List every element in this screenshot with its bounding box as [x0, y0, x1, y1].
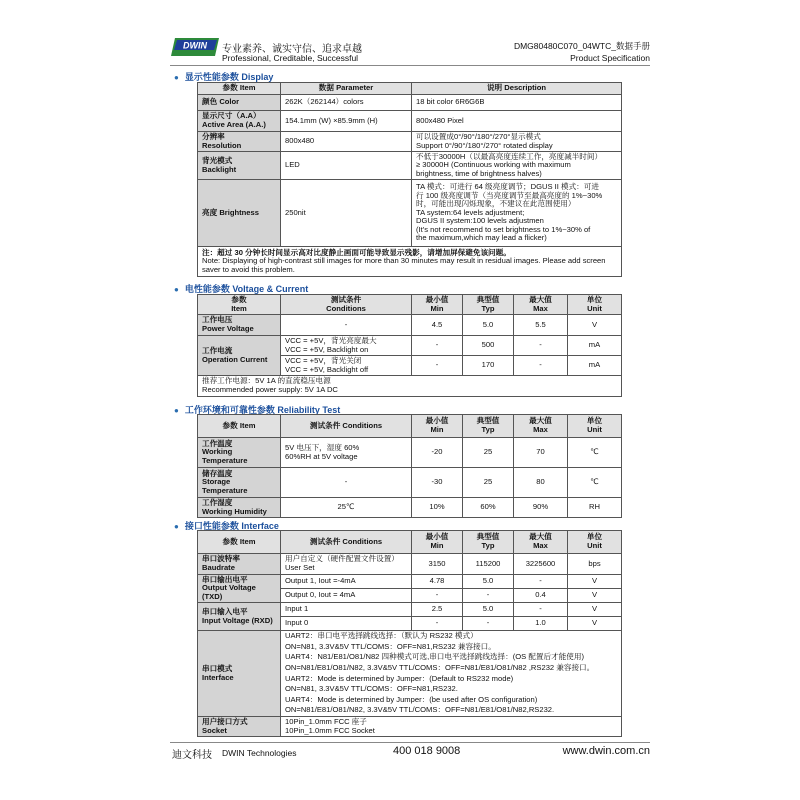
note-row [198, 247, 622, 277]
col-header: 最小值 Min [412, 415, 463, 438]
footer-website: www.dwin.com.cn [562, 745, 650, 757]
description: TA 模式：可进行 64 级亮度调节；DGUS II 模式：可进 行 100 级亮度调节（当亮度调节至最高亮度的 1%~30% 时，可能出现闪烁现象，不建议在此范围使用） TA system:64 levels adjustment; DGUS II system:100 levels adjustmen (It's not recommend to set brightness to 1%~30% of the maximum,which may lead a flicker) [412, 180, 622, 247]
condition: Input 1 [281, 603, 412, 617]
condition: Input 0 [281, 617, 412, 631]
bullet-icon: ● [174, 522, 179, 531]
max-value: 0.4 [514, 589, 568, 603]
col-header: 参数 Item [198, 295, 281, 315]
max-value: 90% [514, 498, 568, 518]
interface-table [197, 530, 622, 737]
row-label: 分辨率 Resolution [198, 132, 281, 152]
bullet-icon: ● [174, 285, 179, 294]
unit: V [568, 575, 622, 589]
param-value: 250nit [281, 180, 412, 247]
note-row [198, 376, 622, 397]
typ-value: 25 [463, 438, 514, 468]
min-value: -20 [412, 438, 463, 468]
row-label: 工作湿度 Working Humidity [198, 498, 281, 518]
condition: VCC = +5V，背光关闭 VCC = +5V, Backlight off [281, 356, 412, 376]
table-row [198, 336, 622, 356]
col-header: 测试条件 Conditions [281, 295, 412, 315]
col-header: 测试条件 Conditions [281, 531, 412, 554]
col-header: 单位 Unit [568, 295, 622, 315]
unit: V [568, 617, 622, 631]
row-label: 串口模式 Interface [198, 631, 281, 717]
col-header: 单位 Unit [568, 531, 622, 554]
table-row [198, 575, 622, 589]
doc-code: DMG80480C070_04WTC_数据手册 [513, 41, 650, 51]
min-value: 4.78 [412, 575, 463, 589]
table-header-row [198, 531, 622, 554]
col-header: 最大值 Max [514, 295, 568, 315]
condition: 用户自定义（硬件配置文件设置） User Set [281, 554, 412, 575]
col-header: 典型值 Typ [463, 531, 514, 554]
voltage-table [197, 294, 622, 397]
display-note: 注：超过 30 分钟长时间显示高对比度静止画面可能导致显示残影，请增加屏保避免该问题。 Note: Displaying of high-contrast still images for more than 30 minutes may result in residual images. Please add screen saver to avoid this problem. [198, 247, 622, 277]
row-label: 工作温度 Working Temperature [198, 438, 281, 468]
max-value: - [514, 356, 568, 376]
unit: RH [568, 498, 622, 518]
table-row [198, 180, 622, 247]
table-row [198, 95, 622, 111]
table-row [198, 717, 622, 737]
col-header: 最大值 Max [514, 415, 568, 438]
row-label: 颜色 Color [198, 95, 281, 111]
max-value: 5.5 [514, 315, 568, 336]
description: 可以设置成0°/90°/180°/270°显示模式 Support 0°/90°/180°/270° rotated display [412, 132, 622, 152]
row-label: 显示尺寸（A.A） Active Area (A.A.) [198, 111, 281, 132]
interface-mode-description: UART2：串口电平选择跳线选择：（默认为 RS232 模式） ON=N81, 3.3V&5V TTL/COMS：OFF=N81,RS232 兼容接口。 UART4：N81/E81/O81/N82 四种模式可选,串口电平选择跳线选择：(OS 配置后才能使用) ON=N81/E81/O81/N82, 3.3V&5V TTL/COMS：OFF=N81/E81/O81/N82 ,RS232 兼容接口。 UART2：Mode is determined by Jumper：(Default to RS232 mode) ON=N81, 3.3V&5V TTL/COMS：OFF=N81,RS232. UART4：Mode is determined by Jumper：(be used after OS configuration) ON=N81/E81/O81/N82, 3.3V&5V TTL/COMS：OFF=N81/E81/O81/N82,RS232. [281, 631, 622, 717]
param-value: 800x480 [281, 132, 412, 152]
unit: ℃ [568, 438, 622, 468]
section-reliability-title: ● 工作环境和可靠性参数 Reliability Test [174, 405, 341, 415]
unit: V [568, 603, 622, 617]
min-value: - [412, 617, 463, 631]
unit: V [568, 589, 622, 603]
min-value: - [412, 356, 463, 376]
row-label: 用户接口方式 Socket [198, 717, 281, 737]
col-header: 最大值 Max [514, 531, 568, 554]
unit: bps [568, 554, 622, 575]
table-row [198, 603, 622, 617]
min-value: 10% [412, 498, 463, 518]
col-header: 参数 Item [198, 415, 281, 438]
condition: - [281, 315, 412, 336]
typ-value: - [463, 617, 514, 631]
col-header: 参数 Item [198, 531, 281, 554]
row-label: 串口波特率 Baudrate [198, 554, 281, 575]
col-header: 最小值 Min [412, 295, 463, 315]
footer-company-en: DWIN Technologies [222, 748, 297, 758]
section-interface-title: ● 接口性能参数 Interface [174, 521, 279, 531]
typ-value: 25 [463, 468, 514, 498]
typ-value: 5.0 [463, 603, 514, 617]
max-value: 80 [514, 468, 568, 498]
condition: - [281, 468, 412, 498]
min-value: -30 [412, 468, 463, 498]
unit: ℃ [568, 468, 622, 498]
param-value: 154.1mm (W) ×85.9mm (H) [281, 111, 412, 132]
description: 800x480 Pixel [412, 111, 622, 132]
bullet-icon: ● [174, 406, 179, 415]
typ-value: 115200 [463, 554, 514, 575]
min-value: 3150 [412, 554, 463, 575]
footer-divider [170, 742, 650, 743]
condition: 5V 电压下，湿度 60% 60%RH at 5V voltage [281, 438, 412, 468]
row-label: 背光模式 Backlight [198, 152, 281, 180]
table-row [198, 111, 622, 132]
description: 不低于30000H（以最高亮度连续工作，亮度减半时间） ≥ 30000H (Continuous working with maximum brightness, time of brightness halves) [412, 152, 622, 180]
table-row [198, 631, 622, 717]
reliability-table [197, 414, 622, 518]
slogan-en: Professional, Creditable, Successful [222, 53, 359, 63]
bullet-icon: ● [174, 73, 179, 82]
header-divider [170, 65, 650, 66]
voltage-note: 推荐工作电源：5V 1A 的直流稳压电源 Recommended power supply: 5V 1A DC [198, 376, 622, 397]
typ-value: 170 [463, 356, 514, 376]
unit: mA [568, 356, 622, 376]
min-value: - [412, 589, 463, 603]
max-value: - [514, 603, 568, 617]
table-row [198, 498, 622, 518]
socket-description: 10Pin_1.0mm FCC 座子 10Pin_1.0mm FCC Socket [281, 717, 622, 737]
min-value: 4.5 [412, 315, 463, 336]
col-header: 典型值 Typ [463, 295, 514, 315]
col-header: 单位 Unit [568, 415, 622, 438]
dwin-logo [171, 38, 219, 56]
typ-value: 500 [463, 336, 514, 356]
max-value: 3225600 [514, 554, 568, 575]
footer-company-cn: 迪文科技 [172, 750, 212, 761]
col-header: 最小值 Min [412, 531, 463, 554]
min-value: 2.5 [412, 603, 463, 617]
description: 18 bit color 6R6G6B [412, 95, 622, 111]
max-value: 1.0 [514, 617, 568, 631]
section-display-title: ● 显示性能参数 Display [174, 72, 274, 82]
table-header-row [198, 83, 622, 95]
table-row [198, 132, 622, 152]
table-row [198, 315, 622, 336]
slogan-cn: 专业素养、诚实守信、追求卓越 [222, 44, 362, 55]
row-label: 串口输入电平 Input Voltage (RXD) [198, 603, 281, 631]
row-label: 储存温度 Storage Temperature [198, 468, 281, 498]
condition: Output 1, Iout =-4mA [281, 575, 412, 589]
typ-value: 60% [463, 498, 514, 518]
unit: V [568, 315, 622, 336]
col-header: 参数 Item [198, 83, 281, 95]
table-row [198, 468, 622, 498]
col-header: 说明 Description [412, 83, 622, 95]
table-header-row [198, 295, 622, 315]
max-value: - [514, 575, 568, 589]
row-label: 工作电流 Operation Current [198, 336, 281, 376]
row-label: 工作电压 Power Voltage [198, 315, 281, 336]
max-value: - [514, 336, 568, 356]
typ-value: 5.0 [463, 315, 514, 336]
logo-text: DWIN [183, 40, 207, 51]
param-value: 262K（262144）colors [281, 95, 412, 111]
min-value: - [412, 336, 463, 356]
table-row [198, 554, 622, 575]
footer-phone: 400 018 9008 [393, 745, 461, 757]
condition: 25℃ [281, 498, 412, 518]
table-row [198, 152, 622, 180]
condition: Output 0, Iout = 4mA [281, 589, 412, 603]
col-header: 数据 Parameter [281, 83, 412, 95]
param-value: LED [281, 152, 412, 180]
max-value: 70 [514, 438, 568, 468]
row-label: 亮度 Brightness [198, 180, 281, 247]
col-header: 测试条件 Conditions [281, 415, 412, 438]
typ-value: - [463, 589, 514, 603]
unit: mA [568, 336, 622, 356]
section-voltage-title: ● 电性能参数 Voltage & Current [174, 284, 309, 294]
display-table [197, 82, 622, 277]
row-label: 串口输出电平 Output Voltage (TXD) [198, 575, 281, 603]
doc-type: Product Specification [570, 53, 650, 63]
col-header: 典型值 Typ [463, 415, 514, 438]
table-row [198, 438, 622, 468]
table-header-row [198, 415, 622, 438]
typ-value: 5.0 [463, 575, 514, 589]
condition: VCC = +5V，背光亮度最大 VCC = +5V, Backlight on [281, 336, 412, 356]
